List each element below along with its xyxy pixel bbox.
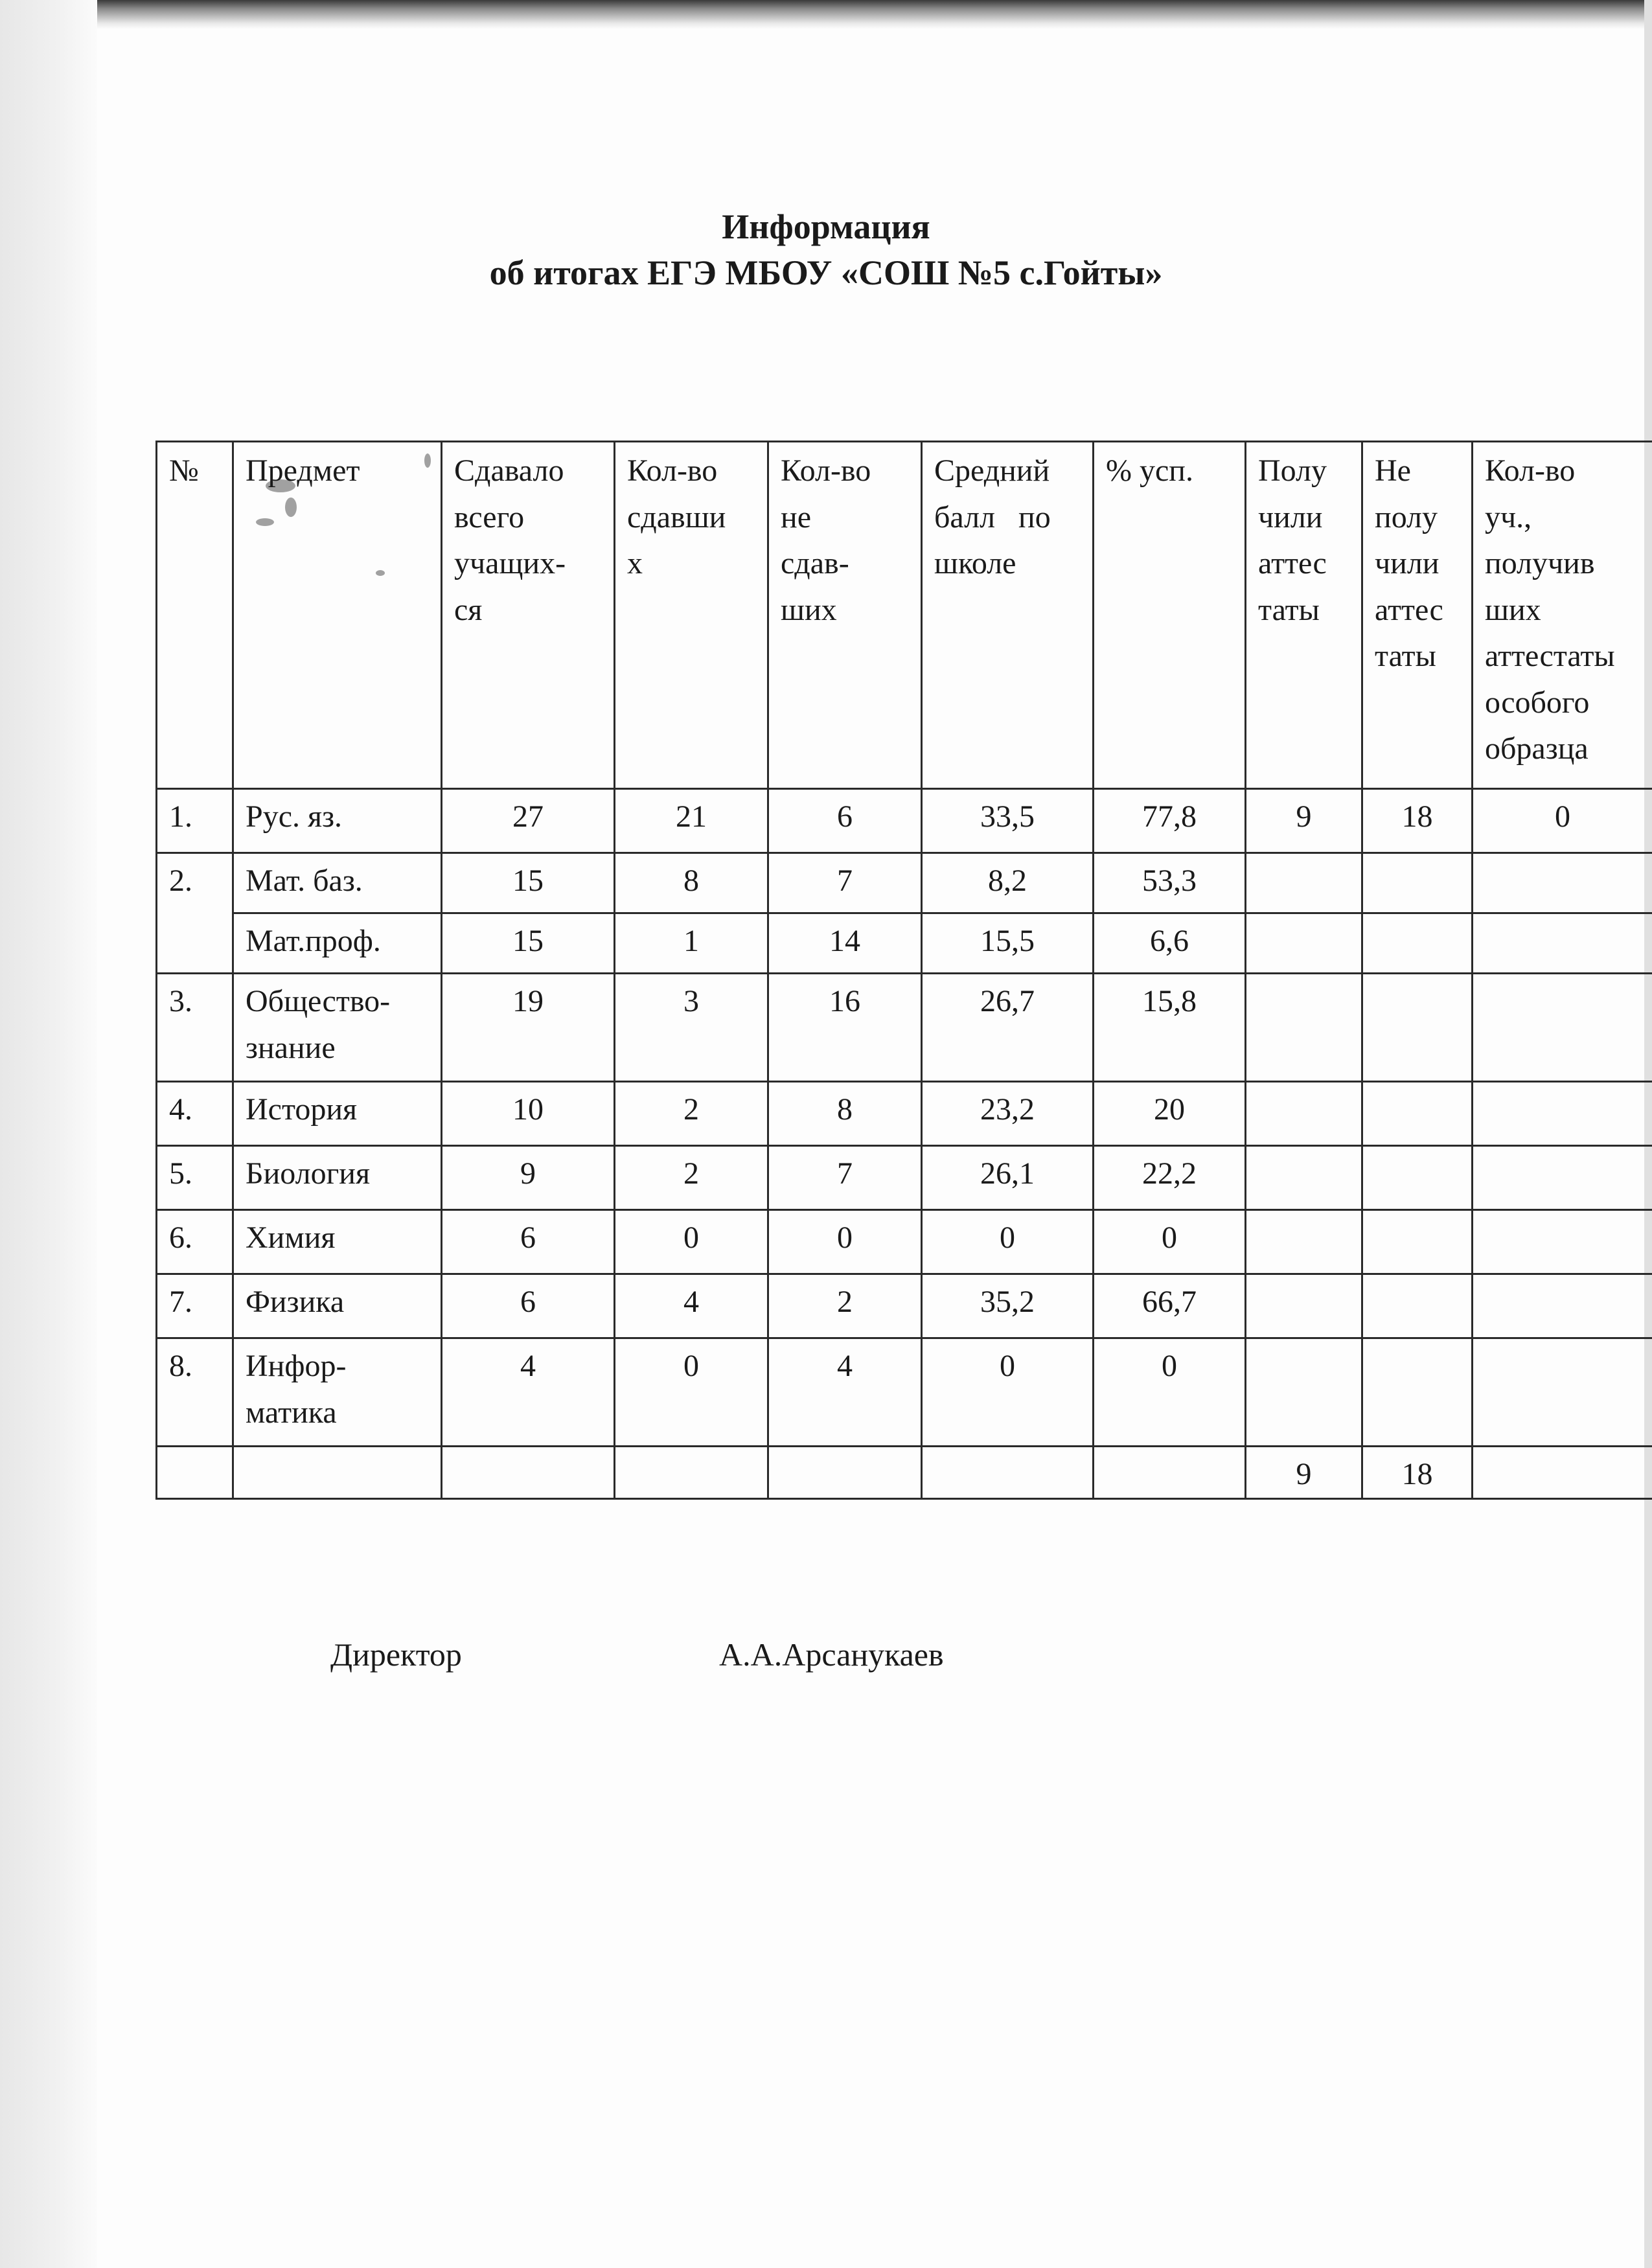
cell-got [1246,974,1362,1082]
cell-subject: Химия [233,1210,442,1274]
header-col-total: Сдавало всего учащих- ся [442,442,615,789]
cell-failed: 8 [768,1082,922,1146]
cell-passed: 4 [615,1274,768,1338]
cell-total: 27 [442,789,615,853]
cell-passed: 3 [615,974,768,1082]
cell-failed: 0 [768,1210,922,1274]
header-col-special-cert: Кол-во уч., получив ших аттестаты особого образца [1473,442,1652,789]
table-header-row [157,442,1652,789]
cell-not-got [1362,1274,1473,1338]
cell-failed: 2 [768,1274,922,1338]
cell-special [1473,853,1652,913]
table-row [157,913,1652,974]
cell-avg: 33,5 [922,789,1094,853]
cell-total: 9 [442,1146,615,1210]
cell-failed: 7 [768,1146,922,1210]
cell-got [1246,1082,1362,1146]
total-empty-cell [1473,1447,1652,1499]
total-empty-cell [922,1447,1094,1499]
table-row [157,1210,1652,1274]
table-row-totals [157,1447,1652,1499]
cell-subject: Физика [233,1274,442,1338]
cell-passed: 2 [615,1146,768,1210]
cell-pct: 15,8 [1094,974,1246,1082]
header-col-avg: Средний балл по школе [922,442,1094,789]
cell-got [1246,913,1362,974]
cell-special: 0 [1473,789,1652,853]
cell-failed: 7 [768,853,922,913]
cell-avg: 0 [922,1210,1094,1274]
cell-passed: 1 [615,913,768,974]
cell-passed: 2 [615,1082,768,1146]
director-name: А.А.Арсанукаев [719,1636,944,1673]
results-table [155,441,1652,1500]
total-empty-cell [1094,1447,1246,1499]
cell-avg: 26,7 [922,974,1094,1082]
cell-avg: 35,2 [922,1274,1094,1338]
cell-total: 15 [442,913,615,974]
cell-special [1473,1274,1652,1338]
cell-passed: 21 [615,789,768,853]
cell-special [1473,974,1652,1082]
cell-special [1473,913,1652,974]
table-row [157,1274,1652,1338]
cell-not-got [1362,1082,1473,1146]
cell-got [1246,1274,1362,1338]
cell-failed: 6 [768,789,922,853]
cell-num: 8. [157,1338,233,1447]
cell-total: 15 [442,853,615,913]
cell-not-got [1362,1210,1473,1274]
cell-passed: 8 [615,853,768,913]
total-got-cert: 9 [1246,1447,1362,1499]
table-body [157,789,1652,1499]
title-line-1: Информация [722,207,930,246]
cell-pct: 20 [1094,1082,1246,1146]
total-not-got-cert: 18 [1362,1447,1473,1499]
cell-pct: 22,2 [1094,1146,1246,1210]
cell-failed: 14 [768,913,922,974]
table-row [157,974,1652,1082]
cell-total: 4 [442,1338,615,1447]
cell-avg: 26,1 [922,1146,1094,1210]
cell-pct: 0 [1094,1338,1246,1447]
header-col-subject: Предмет [233,442,442,789]
cell-num: 3. [157,974,233,1082]
scan-edge-left [0,0,97,2268]
cell-avg: 0 [922,1338,1094,1447]
cell-got [1246,1338,1362,1447]
cell-subject: Мат.проф. [233,913,442,974]
cell-special [1473,1082,1652,1146]
cell-num: 5. [157,1146,233,1210]
cell-total: 10 [442,1082,615,1146]
cell-subject: Мат. баз. [233,853,442,913]
cell-not-got: 18 [1362,789,1473,853]
total-empty-cell [157,1447,233,1499]
total-empty-cell [442,1447,615,1499]
director-title: Директор [330,1636,462,1673]
cell-not-got [1362,853,1473,913]
header-col-failed: Кол-во не сдав- ших [768,442,922,789]
cell-pct: 53,3 [1094,853,1246,913]
title-line-2: об итогах ЕГЭ МБОУ «СОШ №5 с.Гойты» [489,253,1163,293]
cell-failed: 16 [768,974,922,1082]
cell-pct: 77,8 [1094,789,1246,853]
header-col-got-cert: Полу чили аттес таты [1246,442,1362,789]
cell-pct: 0 [1094,1210,1246,1274]
cell-total: 6 [442,1210,615,1274]
cell-subject: История [233,1082,442,1146]
cell-num: 1. [157,789,233,853]
cell-total: 19 [442,974,615,1082]
table-row [157,853,1652,913]
cell-num: 4. [157,1082,233,1146]
cell-not-got [1362,1338,1473,1447]
header-col-number: № [157,442,233,789]
cell-avg: 15,5 [922,913,1094,974]
cell-num: 6. [157,1210,233,1274]
cell-got [1246,1210,1362,1274]
total-empty-cell [768,1447,922,1499]
cell-special [1473,1210,1652,1274]
scan-edge-top [97,0,1652,29]
cell-avg: 23,2 [922,1082,1094,1146]
cell-got: 9 [1246,789,1362,853]
cell-avg: 8,2 [922,853,1094,913]
cell-subject: Инфор- матика [233,1338,442,1447]
header-col-passed: Кол-во сдавши х [615,442,768,789]
document-title [0,204,1652,297]
header-col-pct: % усп. [1094,442,1246,789]
cell-pct: 66,7 [1094,1274,1246,1338]
cell-failed: 4 [768,1338,922,1447]
header-col-not-got-cert: Не полу чили аттес таты [1362,442,1473,789]
table-row [157,1082,1652,1146]
cell-special [1473,1146,1652,1210]
cell-got [1246,853,1362,913]
cell-subject: Рус. яз. [233,789,442,853]
table-row [157,1338,1652,1447]
cell-got [1246,1146,1362,1210]
cell-num: 7. [157,1274,233,1338]
cell-passed: 0 [615,1210,768,1274]
cell-not-got [1362,1146,1473,1210]
cell-total: 6 [442,1274,615,1338]
cell-not-got [1362,974,1473,1082]
cell-subject: Общество- знание [233,974,442,1082]
total-empty-cell [233,1447,442,1499]
table-row [157,789,1652,853]
cell-special [1473,1338,1652,1447]
cell-pct: 6,6 [1094,913,1246,974]
cell-not-got [1362,913,1473,974]
cell-passed: 0 [615,1338,768,1447]
total-empty-cell [615,1447,768,1499]
cell-num: 2. [157,853,233,974]
table-row [157,1146,1652,1210]
cell-subject: Биология [233,1146,442,1210]
